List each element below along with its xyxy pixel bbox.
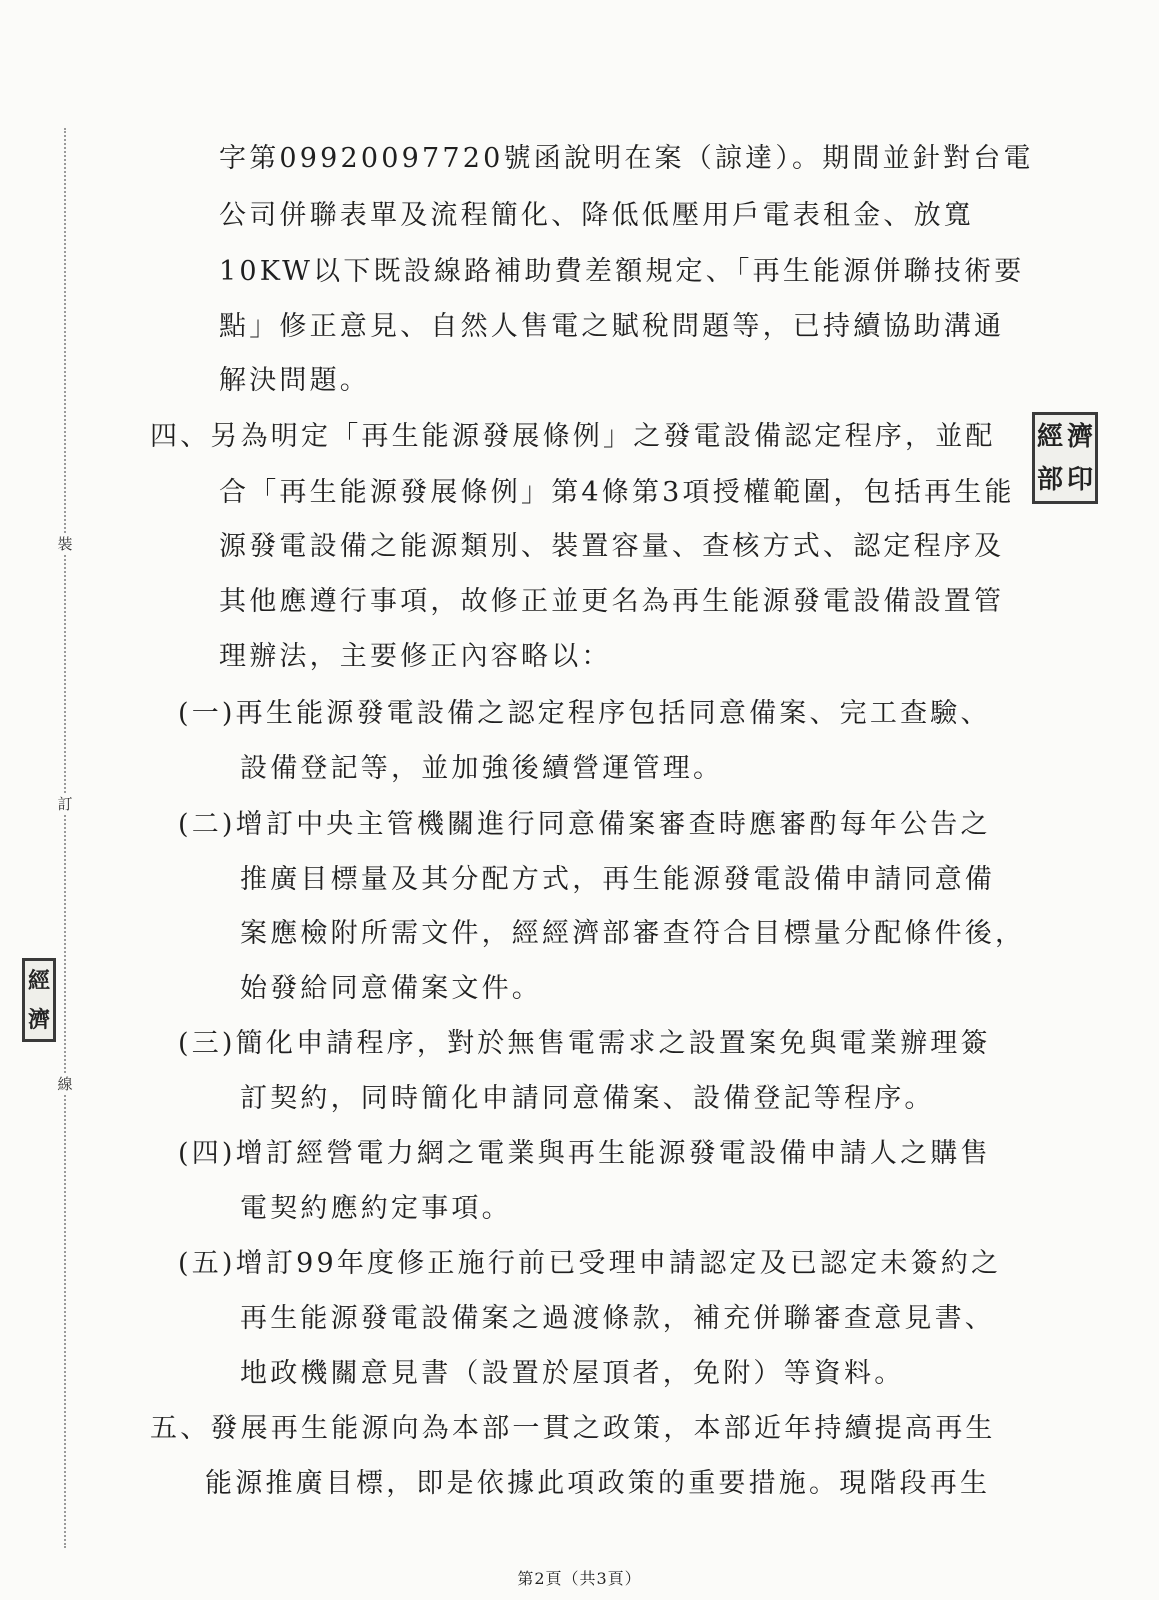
text-line: 推廣目標量及其分配方式，再生能源發電設備申請同意備 [240,864,995,895]
sub-item-5: (五)增訂99年度修正施行前已受理申請認定及已認定未簽約之 [178,1248,1002,1279]
seal-char: 部 [1036,464,1063,495]
text-line: 訂契約，同時簡化申請同意備案、設備登記等程序。 [240,1083,935,1114]
seal-stamp-right [1032,412,1098,504]
seal-char: 印 [1066,464,1093,495]
binding-label-middle: 訂 [54,793,76,815]
binding-label-top: 裝 [54,533,76,555]
sub-item-3: (三)簡化申請程序，對於無售電需求之設置案免與電業辦理簽 [178,1028,991,1059]
seal-char: 濟 [1066,421,1093,452]
text-line: 合「再生能源發展條例」第4條第3項授權範圍，包括再生能 [219,477,1015,508]
sub-item-2: (二)增訂中央主管機關進行同意備案審查時應審酌每年公告之 [178,809,991,840]
text-line: 源發電設備之能源類別、裝置容量、查核方式、認定程序及 [219,531,1005,562]
text-line: 其他應遵行事項，故修正並更名為再生能源發電設備設置管 [219,586,1005,617]
text-line: 地政機關意見書（設置於屋頂者，免附）等資料。 [240,1358,905,1389]
text-line: 始發給同意備案文件。 [240,973,542,1004]
seal-char: 經 [1036,421,1063,452]
text-line: 理辦法，主要修正內容略以： [219,641,612,672]
text-line: 能源推廣目標，即是依據此項政策的重要措施。現階段再生 [205,1468,991,1499]
text-line: 再生能源發電設備案之過渡條款，補充併聯審查意見書、 [240,1303,995,1334]
binding-line [64,128,66,1548]
sub-item-1: (一)再生能源發電設備之認定程序包括同意備案、完工查驗、 [178,698,991,729]
seal-char: 經 [27,967,50,994]
text-line: 電契約應約定事項。 [240,1193,512,1224]
text-line: 公司併聯表單及流程簡化、降低低壓用戶電表租金、放寬 [219,200,974,231]
text-line: 設備登記等，並加強後續營運管理。 [240,753,724,784]
section-heading-4: 四、另為明定「再生能源發展條例」之發電設備認定程序，並配 [150,421,996,452]
seal-char: 濟 [27,1006,50,1033]
page-number: 第2頁（共3頁） [517,1569,642,1588]
text-line: 案應檢附所需文件，經經濟部審查符合目標量分配條件後， [240,918,1026,949]
text-line: 10KW以下既設線路補助費差額規定、「再生能源併聯技術要 [219,256,1025,287]
binding-label-bottom: 線 [54,1073,76,1095]
seal-stamp-left [22,958,56,1042]
text-line: 點」修正意見、自然人售電之賦稅問題等，已持續協助溝通 [219,311,1005,342]
text-line: 字第09920097720號函說明在案（諒達）。期間並針對台電 [219,143,1034,174]
section-heading-5: 五、發展再生能源向為本部一貫之政策，本部近年持續提高再生 [150,1413,996,1444]
text-line: 解決問題。 [219,365,370,396]
sub-item-4: (四)增訂經營電力網之電業與再生能源發電設備申請人之購售 [178,1138,991,1169]
